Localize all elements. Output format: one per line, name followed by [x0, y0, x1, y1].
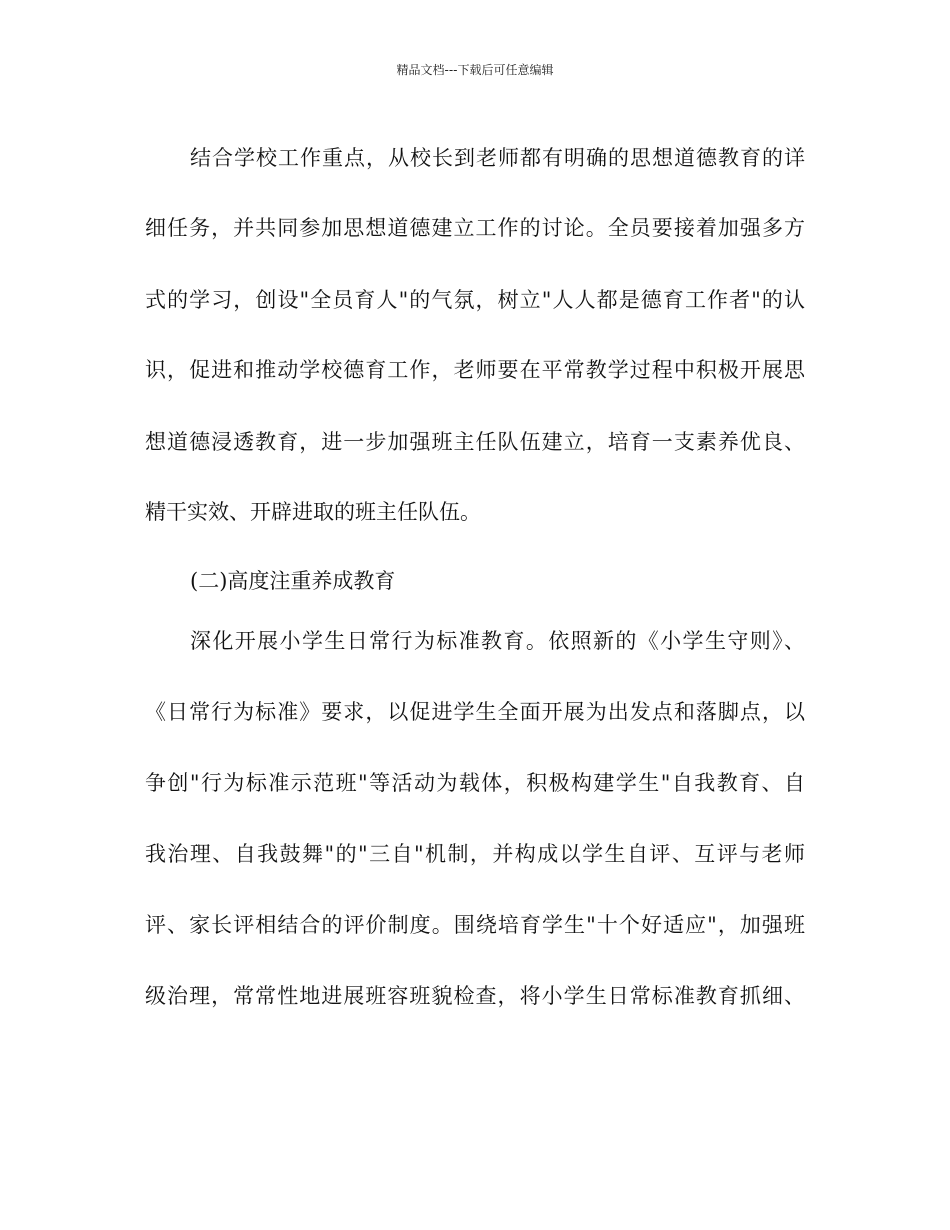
paragraph-3-line-1: 深化开展小学生日常行为标准教育。依照新的《小学生守则》、	[190, 629, 805, 653]
page-header: 精品文档---下载后可任意编辑	[396, 63, 554, 77]
paragraph-3-line-5: 评、家长评相结合的评价制度。围绕培育学生"十个好适应"，加强班	[145, 913, 805, 937]
paragraph-1-line-2: 细任务，并共同参加思想道德建立工作的讨论。全员要接着加强多方	[145, 216, 805, 240]
paragraph-1-line-5: 想道德浸透教育，进一步加强班主任队伍建立，培育一支素养优良、	[145, 430, 805, 454]
paragraph-3-line-6: 级治理，常常性地进展班容班貌检查，将小学生日常标准教育抓细、	[145, 984, 805, 1008]
section-heading: (二)高度注重养成教育	[190, 569, 396, 593]
paragraph-1-line-6: 精干实效、开辟进取的班主任队伍。	[145, 500, 481, 524]
paragraph-3-line-3: 争创"行为标准示范班"等活动为载体，积极构建学生"自我教育、自	[145, 771, 805, 795]
paragraph-3-line-2: 《日常行为标准》要求，以促进学生全面开展为出发点和落脚点，以	[145, 700, 805, 724]
paragraph-3-line-4: 我治理、自我鼓舞"的"三自"机制，并构成以学生自评、互评与老师	[145, 842, 805, 866]
paragraph-1-line-3: 式的学习，创设"全员育人"的气氛，树立"人人都是德育工作者"的认	[145, 288, 805, 312]
paragraph-1-line-4: 识，促进和推动学校德育工作，老师要在平常教学过程中积极开展思	[145, 358, 805, 382]
paragraph-1-line-1: 结合学校工作重点，从校长到老师都有明确的思想道德教育的详	[190, 146, 805, 170]
